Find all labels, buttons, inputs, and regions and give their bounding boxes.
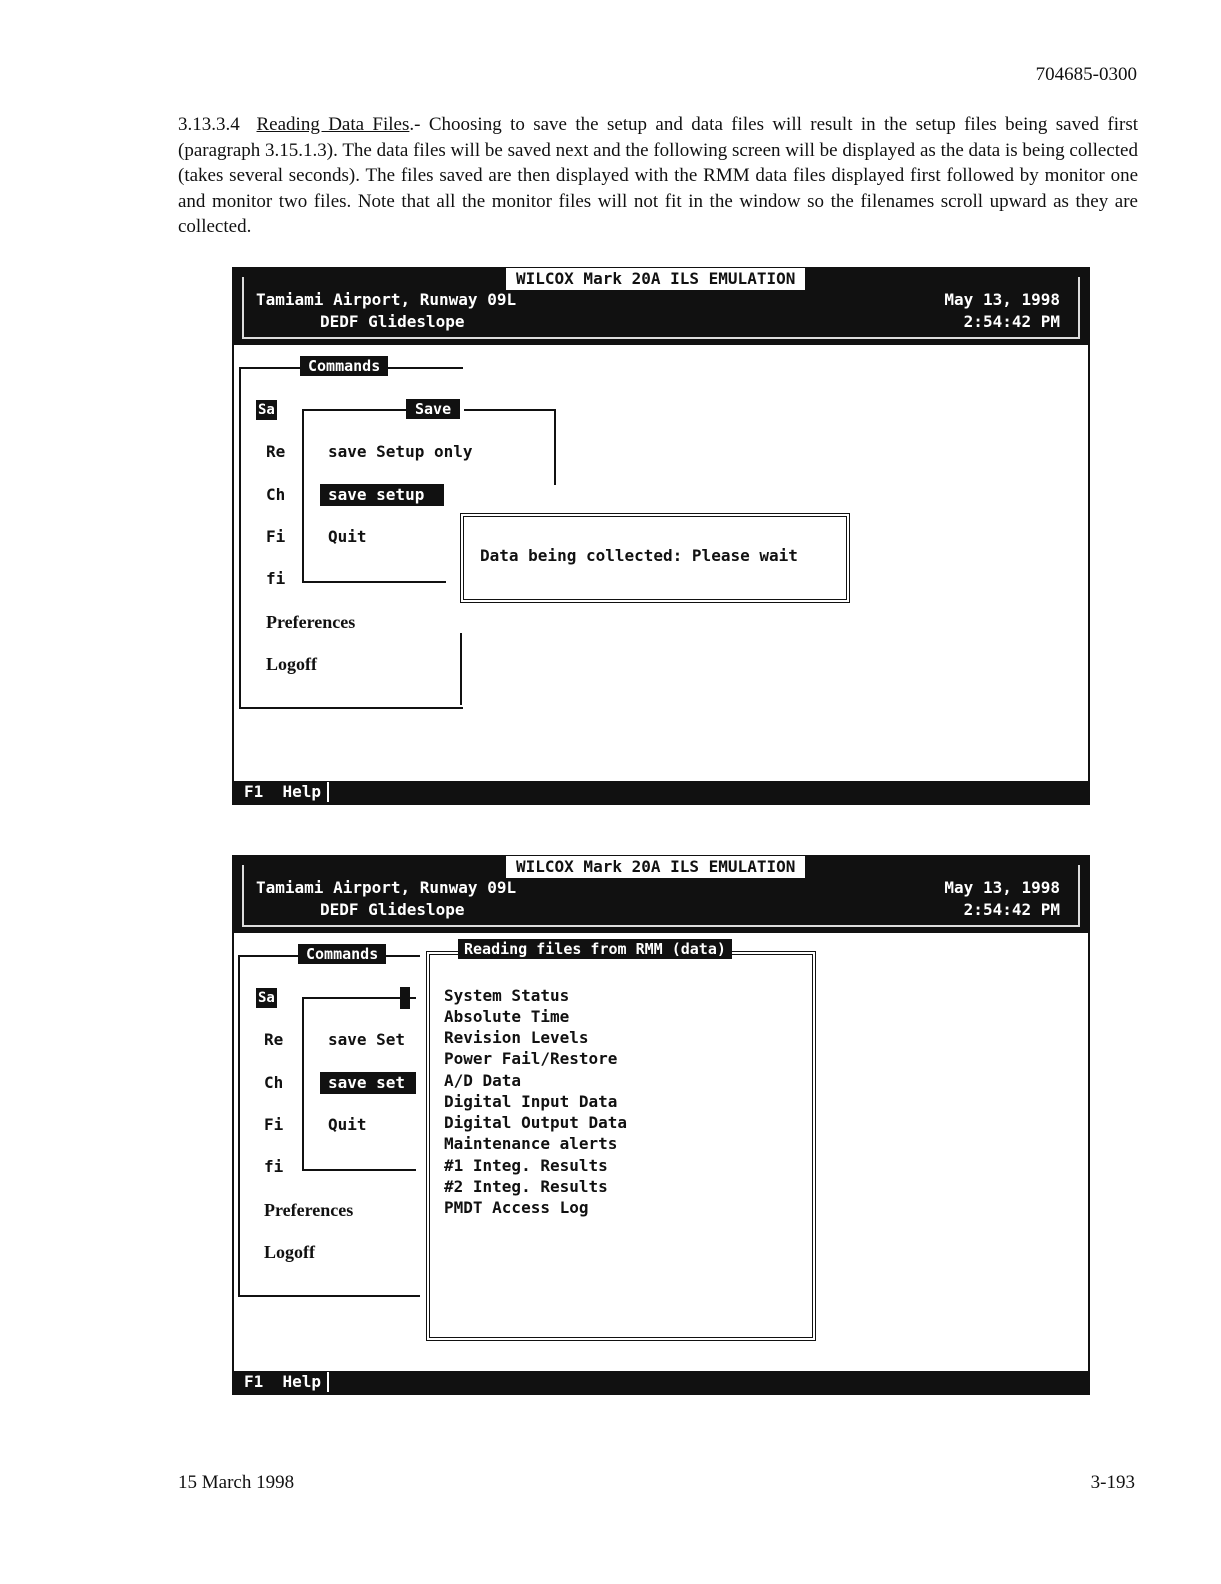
section-number: 3.13.3.4 bbox=[178, 114, 240, 135]
menu-item-save[interactable]: Sa bbox=[258, 402, 275, 418]
please-wait-message: Data being collected: Please wait bbox=[480, 546, 798, 565]
file-item: PMDT Access Log bbox=[444, 1198, 589, 1217]
file-item: Absolute Time bbox=[444, 1007, 570, 1026]
save-setup-item[interactable]: save setup bbox=[320, 484, 444, 506]
menu-item-ch[interactable]: Ch bbox=[266, 485, 286, 504]
quit-item[interactable]: Quit bbox=[328, 527, 367, 546]
app-title: WILCOX Mark 20A ILS EMULATION bbox=[504, 268, 807, 290]
title-bar bbox=[234, 269, 1088, 345]
f1-help-key[interactable]: F1 Help bbox=[244, 1372, 329, 1392]
menu-item-re[interactable]: Re bbox=[264, 1030, 284, 1049]
menu-item-ch[interactable]: Ch bbox=[264, 1073, 284, 1092]
section-text: .- Choosing to save the setup and data files will result in the setup files being saved first (paragraph 3.15.1.3). The data files will be saved next and the following screen will be displayed as the data is being collected (takes several seconds). The files saved are then displayed with the RMM data files displayed first followed by monitor one and monitor two files. Note that all the monitor files will not fit in the window so the filenames scroll upward as they are collected. bbox=[178, 114, 1138, 237]
location-line1: Tamiami Airport, Runway 09L bbox=[256, 290, 517, 309]
file-item: Revision Levels bbox=[444, 1028, 589, 1047]
location-line2: DEDF Glideslope bbox=[320, 312, 465, 331]
location bbox=[256, 289, 516, 333]
menu-item-fi[interactable]: Fi bbox=[264, 1115, 284, 1134]
reading-files-dialog bbox=[426, 940, 816, 1341]
menu-item-logoff[interactable]: Logoff bbox=[264, 1242, 315, 1262]
date: May 13, 1998 bbox=[944, 290, 1060, 309]
time: 2:54:42 PM bbox=[963, 900, 1060, 919]
document-number: 704685-0300 bbox=[1035, 64, 1137, 85]
screenshot-saving bbox=[232, 267, 1090, 805]
file-item: Maintenance alerts bbox=[444, 1134, 618, 1153]
datetime bbox=[944, 877, 1060, 921]
date: May 13, 1998 bbox=[944, 878, 1060, 897]
save-setup-only-item[interactable]: save Setup only bbox=[328, 442, 473, 461]
app-title: WILCOX Mark 20A ILS EMULATION bbox=[504, 856, 807, 878]
save-setup-item[interactable]: save set bbox=[320, 1072, 416, 1094]
page-number: 3-193 bbox=[1090, 1472, 1135, 1493]
commands-label: Commands bbox=[300, 356, 388, 376]
file-item: A/D Data bbox=[444, 1071, 522, 1090]
menu-item-save[interactable]: Sa bbox=[258, 990, 275, 1006]
status-bar bbox=[234, 1371, 1088, 1393]
reading-files-title: Reading files from RMM (data) bbox=[458, 939, 732, 959]
menu-item-preferences[interactable]: Preferences bbox=[264, 1200, 354, 1220]
menu-item-fi-lower[interactable]: fi bbox=[264, 1157, 284, 1176]
footer-date: 15 March 1998 bbox=[178, 1472, 295, 1493]
section-heading: Reading Data Files bbox=[256, 114, 410, 135]
save-setup-only-item[interactable]: save Set bbox=[328, 1030, 406, 1049]
location-line2: DEDF Glideslope bbox=[320, 900, 465, 919]
location bbox=[256, 877, 516, 921]
file-item: Power Fail/Restore bbox=[444, 1049, 618, 1068]
file-item: Digital Output Data bbox=[444, 1113, 628, 1132]
file-item: #2 Integ. Results bbox=[444, 1177, 608, 1196]
save-label: Save bbox=[406, 399, 460, 419]
file-item: Digital Input Data bbox=[444, 1092, 618, 1111]
menu-item-preferences[interactable]: Preferences bbox=[266, 612, 356, 632]
menu-item-fi[interactable]: Fi bbox=[266, 527, 286, 546]
file-item: #1 Integ. Results bbox=[444, 1156, 608, 1175]
file-item: System Status bbox=[444, 986, 570, 1005]
quit-item[interactable]: Quit bbox=[328, 1115, 367, 1134]
location-line1: Tamiami Airport, Runway 09L bbox=[256, 878, 517, 897]
menu-item-logoff[interactable]: Logoff bbox=[266, 654, 317, 674]
message-dialog bbox=[460, 513, 850, 603]
section-paragraph bbox=[178, 112, 1138, 240]
title-bar bbox=[234, 857, 1088, 933]
f1-help-key[interactable]: F1 Help bbox=[244, 782, 329, 802]
time: 2:54:42 PM bbox=[963, 312, 1060, 331]
commands-label: Commands bbox=[298, 944, 386, 964]
status-bar bbox=[234, 781, 1088, 803]
screenshot-reading-files bbox=[232, 855, 1090, 1395]
menu-item-re[interactable]: Re bbox=[266, 442, 286, 461]
menu-item-fi-lower[interactable]: fi bbox=[266, 569, 286, 588]
datetime bbox=[944, 289, 1060, 333]
